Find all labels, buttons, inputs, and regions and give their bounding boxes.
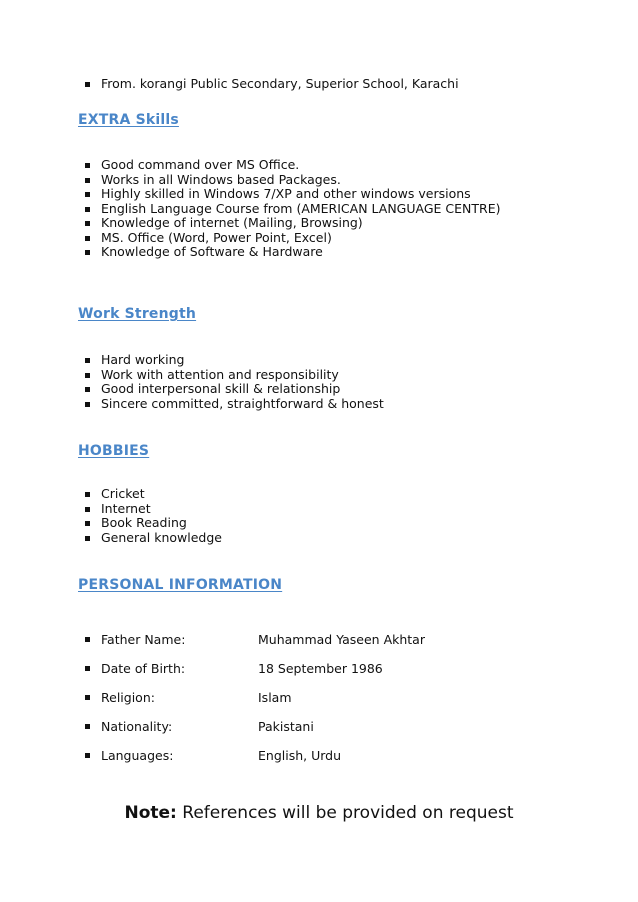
square-bullet-icon [85,250,90,255]
skill-item: Highly skilled in Windows 7/XP and other windows versions [101,186,471,201]
square-bullet-icon [85,753,90,758]
square-bullet-icon [85,536,90,541]
references-note [0,802,638,824]
list-item [82,487,602,502]
square-bullet-icon [85,163,90,168]
skill-item: Knowledge of internet (Mailing, Browsing) [101,215,363,230]
list-item [82,231,602,246]
list-item [82,353,602,368]
list-item [82,216,602,231]
extra-skills-list [82,158,602,260]
note-label: Note: [124,803,177,823]
hobby-item: Cricket [101,486,145,501]
info-label: Nationality: [101,719,173,734]
square-bullet-icon [85,492,90,497]
info-row-date-of-birth [82,661,582,677]
square-bullet-icon [85,695,90,700]
info-row-nationality [82,719,582,735]
list-item [82,397,602,412]
skill-item: Knowledge of Software & Hardware [101,244,323,259]
note-text: References will be provided on request [182,803,514,823]
hobby-item: Internet [101,500,151,516]
education-list [82,77,602,92]
square-bullet-icon [85,178,90,183]
info-label: Father Name: [101,632,186,647]
list-item [82,531,602,546]
info-label: Date of Birth: [101,661,186,676]
education-item: From. korangi Public Secondary, Superior School, Karachi [101,76,459,91]
square-bullet-icon [85,221,90,226]
extra-skills-heading: EXTRA Skills [78,112,179,128]
square-bullet-icon [85,521,90,526]
square-bullet-icon [85,192,90,197]
square-bullet-icon [85,82,90,87]
list-item [82,382,602,397]
square-bullet-icon [85,236,90,241]
list-item [82,502,602,517]
info-value: Pakistani [258,719,314,734]
info-row-religion [82,690,582,706]
strength-item: Good interpersonal skill & relationship [101,381,341,396]
info-label: Languages: [101,748,174,763]
square-bullet-icon [85,666,90,671]
strength-item: Sincere committed, straightforward & honest [101,395,384,411]
strength-item: Hard working [101,352,185,367]
list-item [82,158,602,173]
square-bullet-icon [85,207,90,212]
work-strength-heading: Work Strength [78,306,197,322]
square-bullet-icon [85,402,90,407]
skill-item: Works in all Windows based Packages. [101,171,341,187]
hobbies-list [82,487,602,545]
list-item [82,173,602,188]
list-item [82,245,602,260]
square-bullet-icon [85,358,90,363]
square-bullet-icon [85,373,90,378]
info-value: English, Urdu [258,748,342,763]
list-item [82,77,602,92]
square-bullet-icon [85,637,90,642]
info-label: Religion: [101,690,155,705]
work-strength-list [82,353,602,411]
square-bullet-icon [85,724,90,729]
hobby-item: General knowledge [101,529,222,545]
info-value: Muhammad Yaseen Akhtar [258,632,425,647]
skill-item: English Language Course from (AMERICAN LANGUAGE CENTRE) [101,200,501,216]
personal-information-heading: PERSONAL INFORMATION [78,577,283,593]
list-item [82,202,602,217]
skill-item: MS. Office (Word, Power Point, Excel) [101,229,332,245]
info-value: 18 September 1986 [258,661,383,676]
strength-item: Work with attention and responsibility [101,366,339,382]
hobby-item: Book Reading [101,515,187,530]
square-bullet-icon [85,507,90,512]
list-item [82,368,602,383]
info-value: Islam [258,690,292,705]
list-item [82,516,602,531]
square-bullet-icon [85,387,90,392]
list-item [82,187,602,202]
info-row-father-name [82,632,582,648]
info-row-languages [82,748,582,764]
skill-item: Good command over MS Office. [101,157,300,172]
hobbies-heading: HOBBIES [78,443,150,459]
